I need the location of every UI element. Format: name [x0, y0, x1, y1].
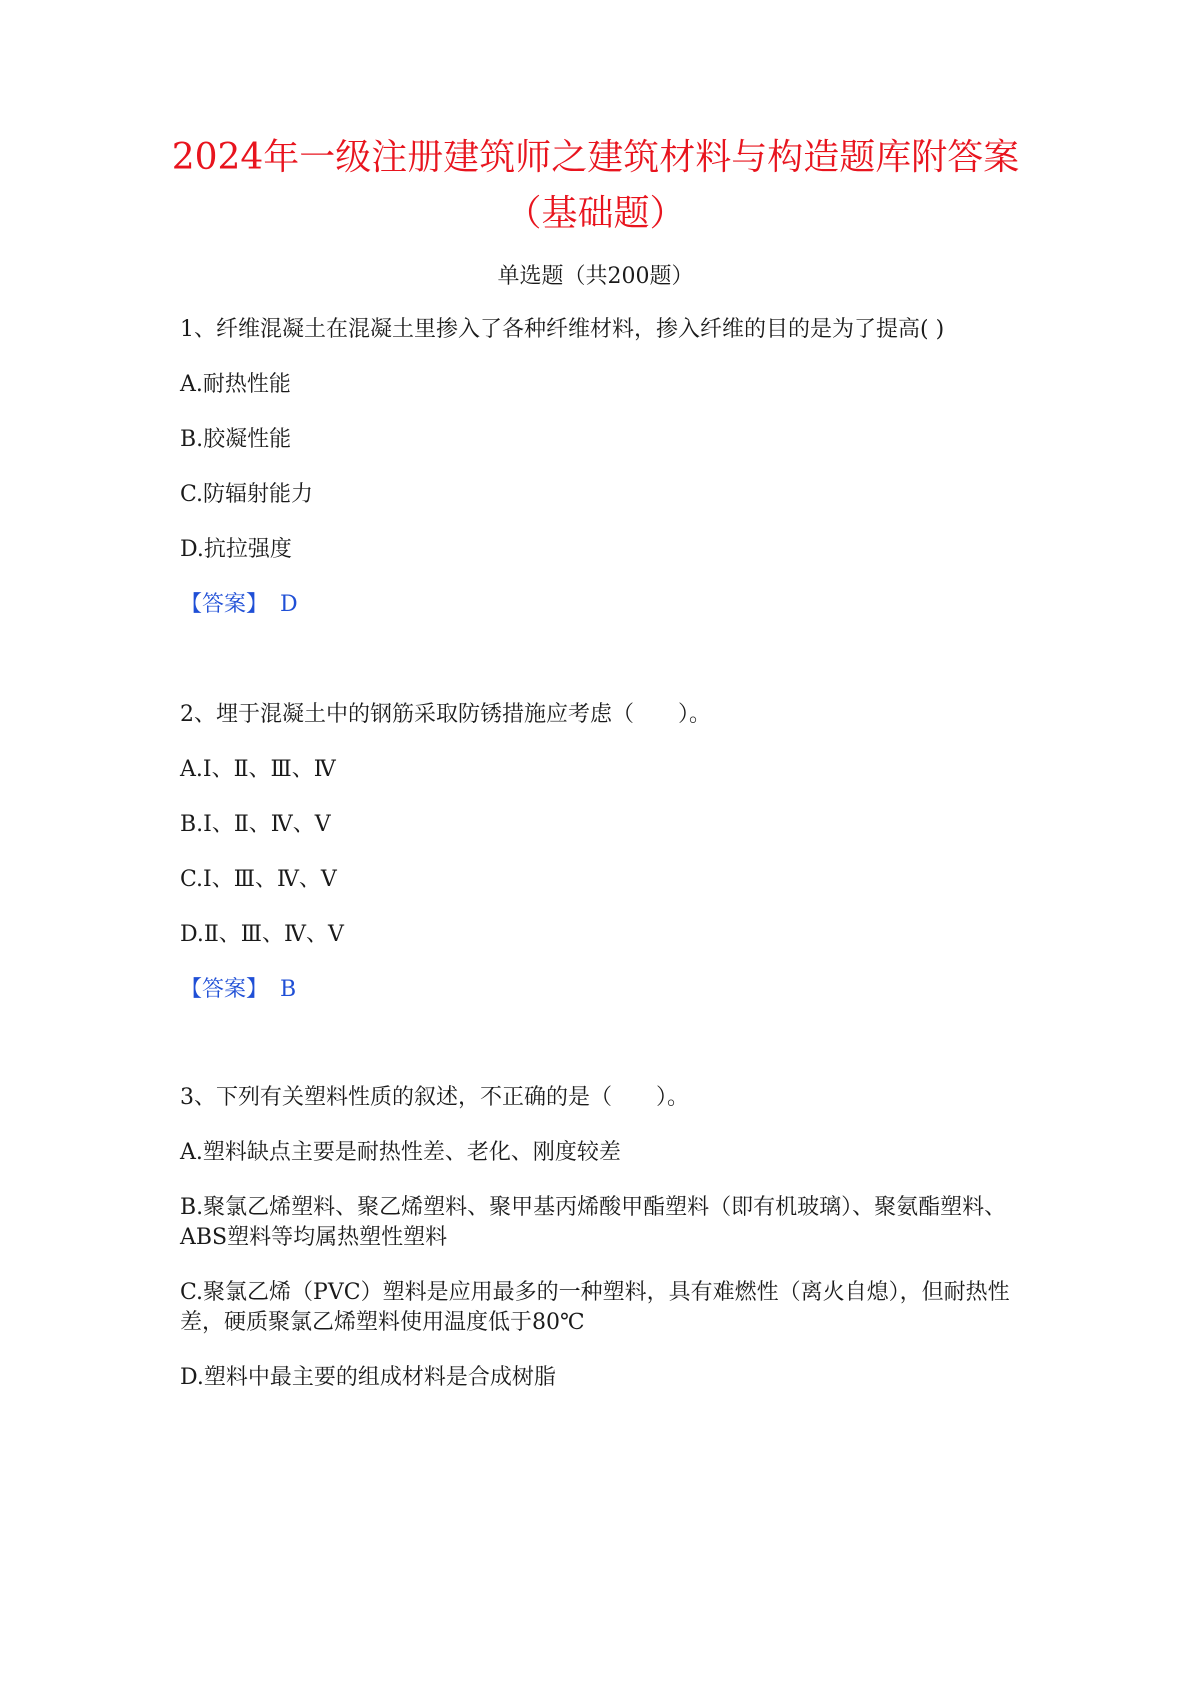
section-heading: 单选题（共200题）: [497, 264, 694, 289]
question-2-option-c: C.Ⅰ、Ⅲ、Ⅳ、Ⅴ: [180, 867, 337, 892]
question-3-stem: 3、下列有关塑料性质的叙述，不正确的是（ ）。: [180, 1085, 689, 1110]
question-1-stem: 1、纤维混凝土在混凝土里掺入了各种纤维材料，掺入纤维的目的是为了提高( ): [180, 317, 945, 342]
document-title: 2024年一级注册建筑师之建筑材料与构造题库附答案（基础题）: [171, 137, 1020, 234]
question-3-option-c: C.聚氯乙烯（PVC）塑料是应用最多的一种塑料，具有难燃性（离火自熄），但耐热性差，硬质聚氯乙烯塑料使用温度低于80℃: [180, 1280, 1010, 1335]
question-2-stem: 2、埋于混凝土中的钢筋采取防锈措施应考虑（ ）。: [180, 702, 711, 727]
question-3-option-b: B.聚氯乙烯塑料、聚乙烯塑料、聚甲基丙烯酸甲酯塑料（即有机玻璃）、聚氨酯塑料、ABS塑料等均属热塑性塑料: [180, 1195, 1007, 1250]
question-2-answer: [180, 975, 296, 1005]
question-2-option-d: D.Ⅱ、Ⅲ、Ⅳ、Ⅴ: [180, 922, 344, 947]
question-1-option-d: D.抗拉强度: [180, 537, 292, 562]
question-1-answer: [180, 590, 298, 620]
question-3-option-a: A.塑料缺点主要是耐热性差、老化、刚度较差: [180, 1140, 621, 1165]
answer-value: D: [280, 592, 298, 617]
answer-value: B: [280, 977, 297, 1002]
answer-label: 【答案】: [180, 977, 269, 1002]
question-3-option-d: D.塑料中最主要的组成材料是合成树脂: [180, 1365, 556, 1390]
question-2-option-b: B.Ⅰ、Ⅱ、Ⅳ、Ⅴ: [180, 812, 331, 837]
question-2-option-a: A.Ⅰ、Ⅱ、Ⅲ、Ⅳ: [180, 757, 336, 782]
answer-label: 【答案】: [180, 592, 269, 617]
question-1-option-b: B.胶凝性能: [180, 427, 292, 452]
question-1-option-a: A.耐热性能: [180, 372, 291, 397]
question-1-option-c: C.防辐射能力: [180, 482, 314, 507]
